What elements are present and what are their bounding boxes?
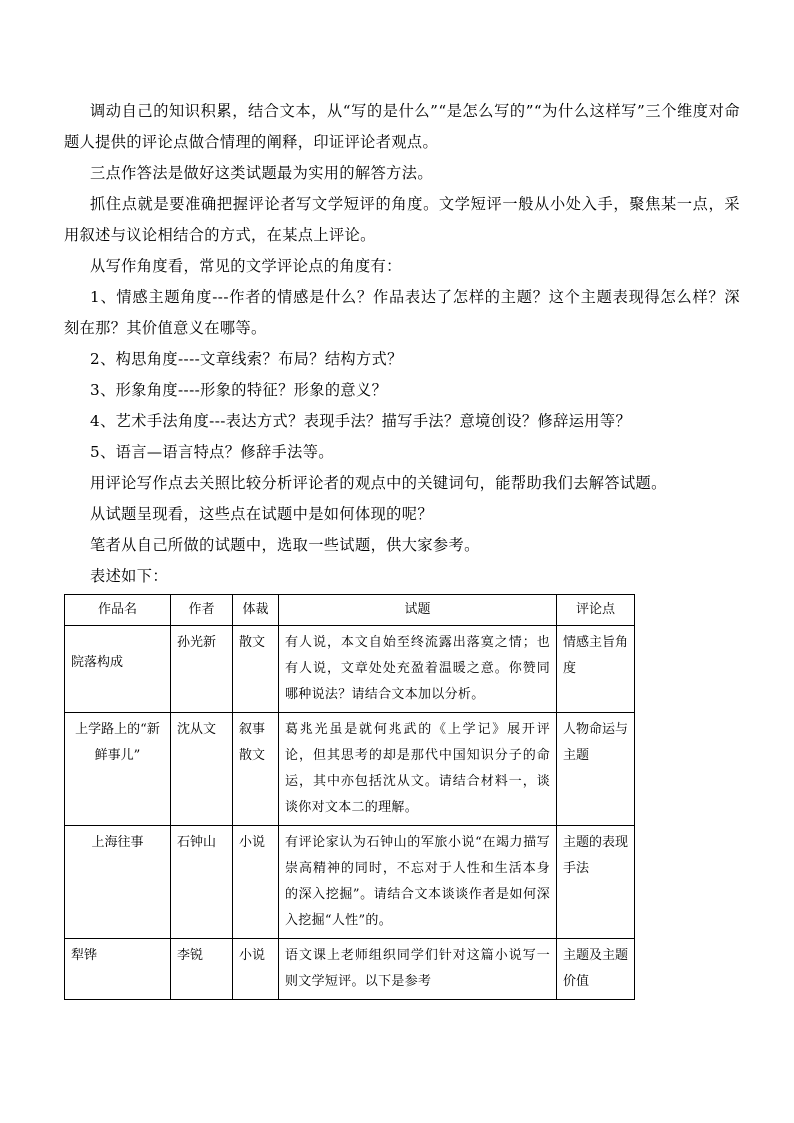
paragraph: 4、艺术手法角度---表达方式？表现手法？描写手法？意境创设？修辞运用等？ [90,412,632,430]
cell-genre: 叙事散文 [233,713,279,826]
cell-question: 有人说，本文自始至终流露出落寞之情；也有人说，文章处处充盈着温暖之意。你赞同哪种说法？请结合文本加以分析。 [279,626,557,713]
cell-author: 孙光新 [171,626,233,713]
paragraph: 抓住点就是要准确把握评论者写文学短评的角度。文学短评一般从小处入手，聚焦某一点，采用叙述与议论相结合的方式，在某点上评论。 [64,195,740,244]
cell-title [65,626,171,713]
paragraph: 用评论写作点去关照比较分析评论者的观点中的关键词句，能帮助我们去解答试题。 [90,474,667,492]
paragraph: 2、构思角度----文章线索？布局？结构方式？ [90,350,403,368]
works-table [64,594,635,1000]
cell-point: 人物命运与主题 [557,713,635,826]
paragraph: 三点作答法是做好这类试题最为实用的解答方法。 [90,164,433,182]
paragraph: 从写作角度看，常见的文学评论点的角度有： [90,257,402,275]
header-genre: 体裁 [233,595,279,626]
cell-title-text: 院落构成 [71,655,124,670]
table-row [65,939,635,1000]
cell-point: 情感主旨角度 [557,626,635,713]
cell-genre: 散文 [233,626,279,713]
cell-title: 上学路上的“新鲜事儿” [65,713,171,826]
header-point: 评论点 [557,595,635,626]
paragraph: 表述如下： [90,567,168,585]
cell-genre: 小说 [233,939,279,1000]
paragraph: 3、形象角度----形象的特征？形象的意义？ [90,381,388,399]
cell-question: 有评论家认为石钟山的军旅小说“在竭力描写崇高精神的同时，不忘对于人性和生活本身的深入挖掘”。请结合文本谈谈作者是如何深入挖掘“人性”的。 [279,826,557,939]
cell-title: 上海往事 [65,826,171,939]
table-header-row [65,595,635,626]
cell-point: 主题及主题价值 [557,939,635,1000]
cell-question: 葛兆光虽是就何兆武的《上学记》展开评论，但其思考的却是那代中国知识分子的命运，其中亦包括沈从文。请结合材料一，谈谈你对文本二的理解。 [279,713,557,826]
table-row [65,713,635,826]
paragraph: 从试题呈现看，这些点在试题中是如何体现的呢？ [90,505,433,523]
paragraph: 1、情感主题角度---作者的情感是什么？作品表达了怎样的主题？这个主题表现得怎么样？深刻在那？其价值意义在哪等。 [64,288,740,337]
table-row [65,826,635,939]
header-title: 作品名 [65,595,171,626]
cell-author: 沈从文 [171,713,233,826]
cell-author: 李锐 [171,939,233,1000]
paragraph: 调动自己的知识积累，结合文本，从“写的是什么”“是怎么写的”“为什么这样写”三个维度对命题人提供的评论点做合情理的阐释，印证评论者观点。 [64,102,740,151]
cell-point: 主题的表现手法 [557,826,635,939]
document-body [64,96,740,592]
cell-genre: 小说 [233,826,279,939]
header-author: 作者 [171,595,233,626]
cell-author: 石钟山 [171,826,233,939]
header-question: 试题 [279,595,557,626]
cell-title: 犁铧 [65,939,171,1000]
table-row [65,626,635,713]
cell-question: 语文课上老师组织同学们针对这篇小说写一则文学短评。以下是参考 [279,939,557,1000]
paragraph: 笔者从自己所做的试题中，选取一些试题，供大家参考。 [90,536,480,554]
paragraph: 5、语言—语言特点？修辞手法等。 [90,443,334,461]
